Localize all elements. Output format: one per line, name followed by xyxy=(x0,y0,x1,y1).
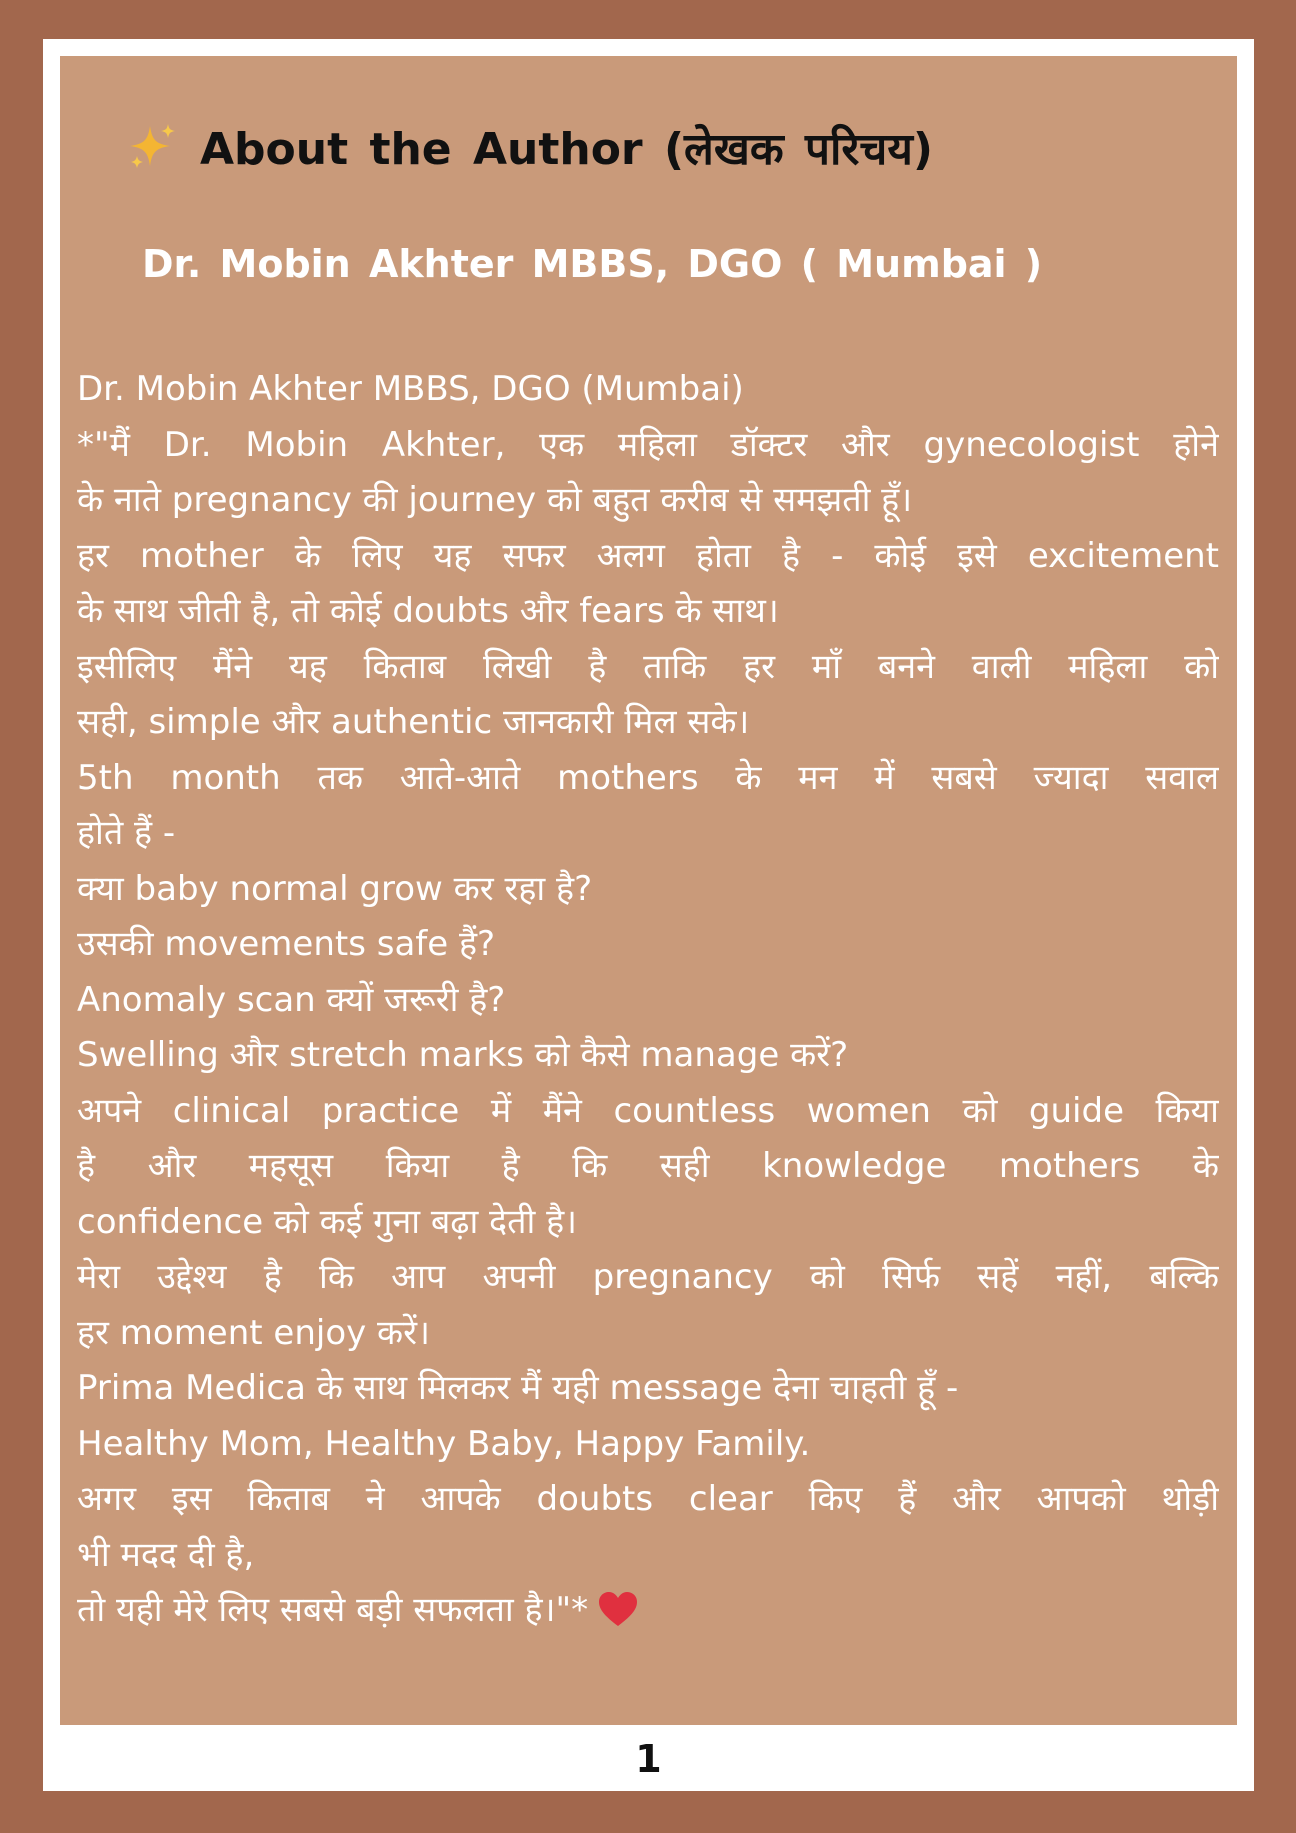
content-panel xyxy=(60,56,1237,1725)
bio-line: Healthy Mom, Healthy Baby, Happy Family. xyxy=(77,1423,811,1464)
page-title: About the Author (लेखक परिचय) xyxy=(200,124,933,175)
bio-line: अपने clinical practice में मैंने countless women को guide किया xyxy=(77,1090,1219,1131)
bio-line: Swelling और stretch marks को कैसे manage करें? xyxy=(77,1035,849,1075)
bio-line: *"मैं Dr. Mobin Akhter, एक महिला डॉक्टर और gynecologist होने xyxy=(77,424,1219,465)
bio-line: के नाते pregnancy की journey को बहुत करीब से समझती हूँ। xyxy=(77,480,913,520)
heart-icon xyxy=(598,1591,638,1627)
bio-line-text: तो यही मेरे लिए सबसे बड़ी सफलता है।"* xyxy=(77,1590,589,1630)
bio-line: हर mother के लिए यह सफर अलग होता है - कोई इसे excitement xyxy=(77,535,1219,576)
bio-line: उसकी movements safe हैं? xyxy=(77,924,496,964)
bio-line: सही, simple और authentic जानकारी मिल सके। xyxy=(77,702,750,742)
bio-line: Anomaly scan क्यों जरूरी है? xyxy=(77,979,506,1020)
bio-line: confidence को कई गुना बढ़ा देती है। xyxy=(77,1201,578,1242)
bio-line: है और महसूस किया है कि सही knowledge mothers के xyxy=(77,1146,1219,1186)
bio-line: भी मदद दी है, xyxy=(77,1534,255,1575)
title-row xyxy=(128,112,933,182)
author-bio xyxy=(77,362,1219,1639)
bio-line: 5th month तक आते-आते mothers के मन में सबसे ज्यादा सवाल xyxy=(77,757,1219,798)
bio-line: के साथ जीती है, तो कोई doubts और fears के साथ। xyxy=(77,591,779,631)
bio-line: हर moment enjoy करें। xyxy=(77,1312,430,1353)
bio-line: Dr. Mobin Akhter MBBS, DGO (Mumbai) xyxy=(77,369,744,409)
bio-closing-line xyxy=(77,1583,1219,1639)
bio-line: अगर इस किताब ने आपके doubts clear किए हैं और आपको थोड़ी xyxy=(77,1479,1219,1519)
bio-line: क्या baby normal grow कर रहा है? xyxy=(77,868,593,909)
sparkles-icon xyxy=(128,122,178,172)
bio-line: मेरा उद्देश्य है कि आप अपनी pregnancy को सिर्फ सहें नहीं, बल्कि xyxy=(77,1257,1219,1297)
bio-line: होते हैं - xyxy=(77,813,176,853)
bio-line: Prima Medica के साथ मिलकर मैं यही message देना चाहती हूँ - xyxy=(77,1368,959,1408)
author-name-heading: Dr. Mobin Akhter MBBS, DGO ( Mumbai ) xyxy=(142,242,1043,286)
bio-line: इसीलिए मैंने यह किताब लिखी है ताकि हर माँ बनने वाली महिला को xyxy=(77,646,1219,687)
page-number: 1 xyxy=(635,1737,662,1781)
page-sheet xyxy=(43,39,1254,1791)
